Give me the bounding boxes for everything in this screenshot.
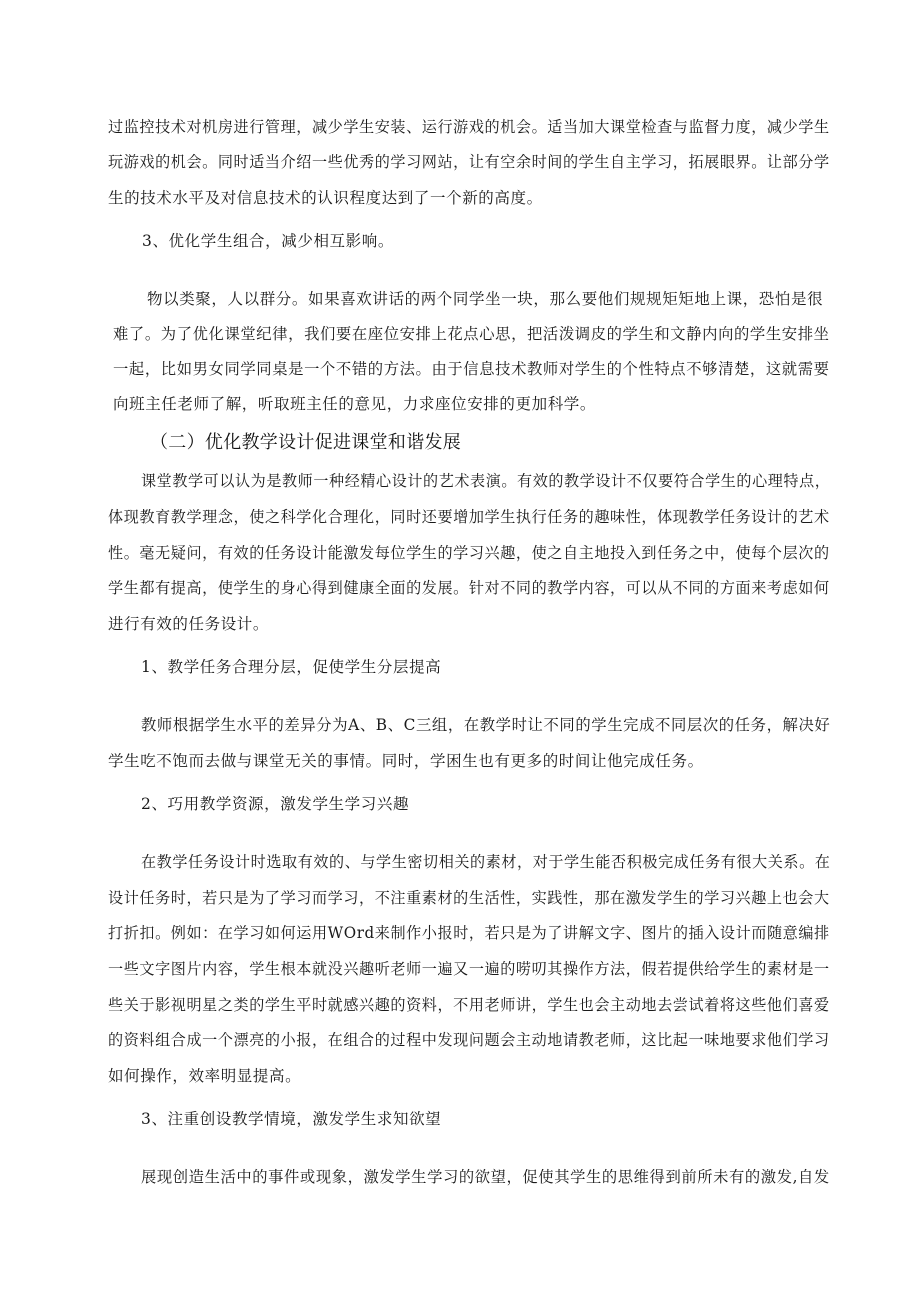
list-item-title: 1、教学任务合理分层，促使学生分层提高 (141, 658, 442, 676)
paragraph-line: 课堂教学可以认为是教师一种经精心设计的艺术表演。有效的教学设计不仅要符合学生的心理特点， (141, 472, 831, 490)
list-item-title: 2、巧用教学资源，激发学生学习兴趣 (141, 795, 410, 813)
paragraph-line: 些关于影视明星之类的学生平时就感兴趣的资料，不用老师讲，学生也会主动地去尝试着将这些他们喜爱 (108, 996, 830, 1014)
list-item-title: 3、注重创设教学情境，激发学生求知欲望 (141, 1110, 442, 1128)
paragraph-line: 设计任务时，若只是为了学习而学习，不注重素材的生活性，实践性，那在激发学生的学习兴趣上也会大 (108, 889, 830, 907)
list-item-title: 3、优化学生组合，减少相互影响。 (142, 232, 394, 250)
paragraph-line: 在教学任务设计时选取有效的、与学生密切相关的素材，对于学生能否积极完成任务有很大关系。在 (141, 853, 831, 871)
paragraph-line: 性。毫无疑问，有效的任务设计能激发每位学生的学习兴趣，使之自主地投入到任务之中，使每个层次的 (108, 544, 830, 562)
paragraph-line: 的资料组合成一个漂亮的小报，在组合的过程中发现问题会主动地请教老师，这比起一味地要求他们学习 (108, 1031, 830, 1049)
paragraph-line: 玩游戏的机会。同时适当介绍一些优秀的学习网站，让有空余时间的学生自主学习，拓展眼界。让部分学 (108, 153, 830, 171)
paragraph-line: 进行有效的任务设计。 (108, 615, 270, 633)
paragraph-line: 物以类聚，人以群分。如果喜欢讲话的两个同学坐一块，那么要他们规规矩矩地上课，恐怕是很 (147, 290, 824, 308)
paragraph-line: 学生吃不饱而去做与课堂无关的事情。同时，学困生也有更多的时间让他完成任务。 (108, 752, 704, 770)
paragraph-line: 一些文字图片内容，学生根本就没兴趣听老师一遍又一遍的唠叨其操作方法，假若提供给学生的素材是一 (108, 960, 830, 978)
paragraph-line: 学生都有提高，使学生的身心得到健康全面的发展。针对不同的教学内容，可以从不同的方面来考虑如何 (108, 579, 830, 597)
paragraph-line: 体现教育教学理念，使之科学化合理化，同时还要增加学生执行任务的趣味性，体现教学任务设计的艺术 (108, 508, 830, 526)
paragraph-line: 难了。为了优化课堂纪律，我们要在座位安排上花点心思，把活泼调皮的学生和文静内向的学生安排坐 (113, 325, 830, 343)
paragraph-line: 生的技术水平及对信息技术的认识程度达到了一个新的高度。 (108, 189, 543, 207)
paragraph-line: 向班主任老师了解，听取班主任的意见，力求座位安排的更加科学。 (113, 395, 597, 413)
paragraph-line: 打折扣。例如：在学习如何运用WOrd来制作小报时，若只是为了讲解文字、图片的插入设计而随意编排 (108, 924, 830, 942)
paragraph-line: 展现创造生活中的事件或现象，激发学生学习的欲望，促使其学生的思维得到前所未有的激发,自发 (141, 1168, 830, 1186)
section-heading: （二）优化教学设计促进课堂和谐发展 (150, 432, 462, 453)
paragraph-line: 教师根据学生水平的差异分为A、B、C三组，在教学时让不同的学生完成不同层次的任务，解决好 (141, 716, 831, 734)
paragraph-line: 过监控技术对机房进行管理，减少学生安装、运行游戏的机会。适当加大课堂检查与监督力度，减少学生 (108, 118, 830, 136)
paragraph-line: 如何操作，效率明显提高。 (108, 1067, 302, 1085)
paragraph-line: 一起，比如男女同学同桌是一个不错的方法。由于信息技术教师对学生的个性特点不够清楚，这就需要 (113, 360, 830, 378)
